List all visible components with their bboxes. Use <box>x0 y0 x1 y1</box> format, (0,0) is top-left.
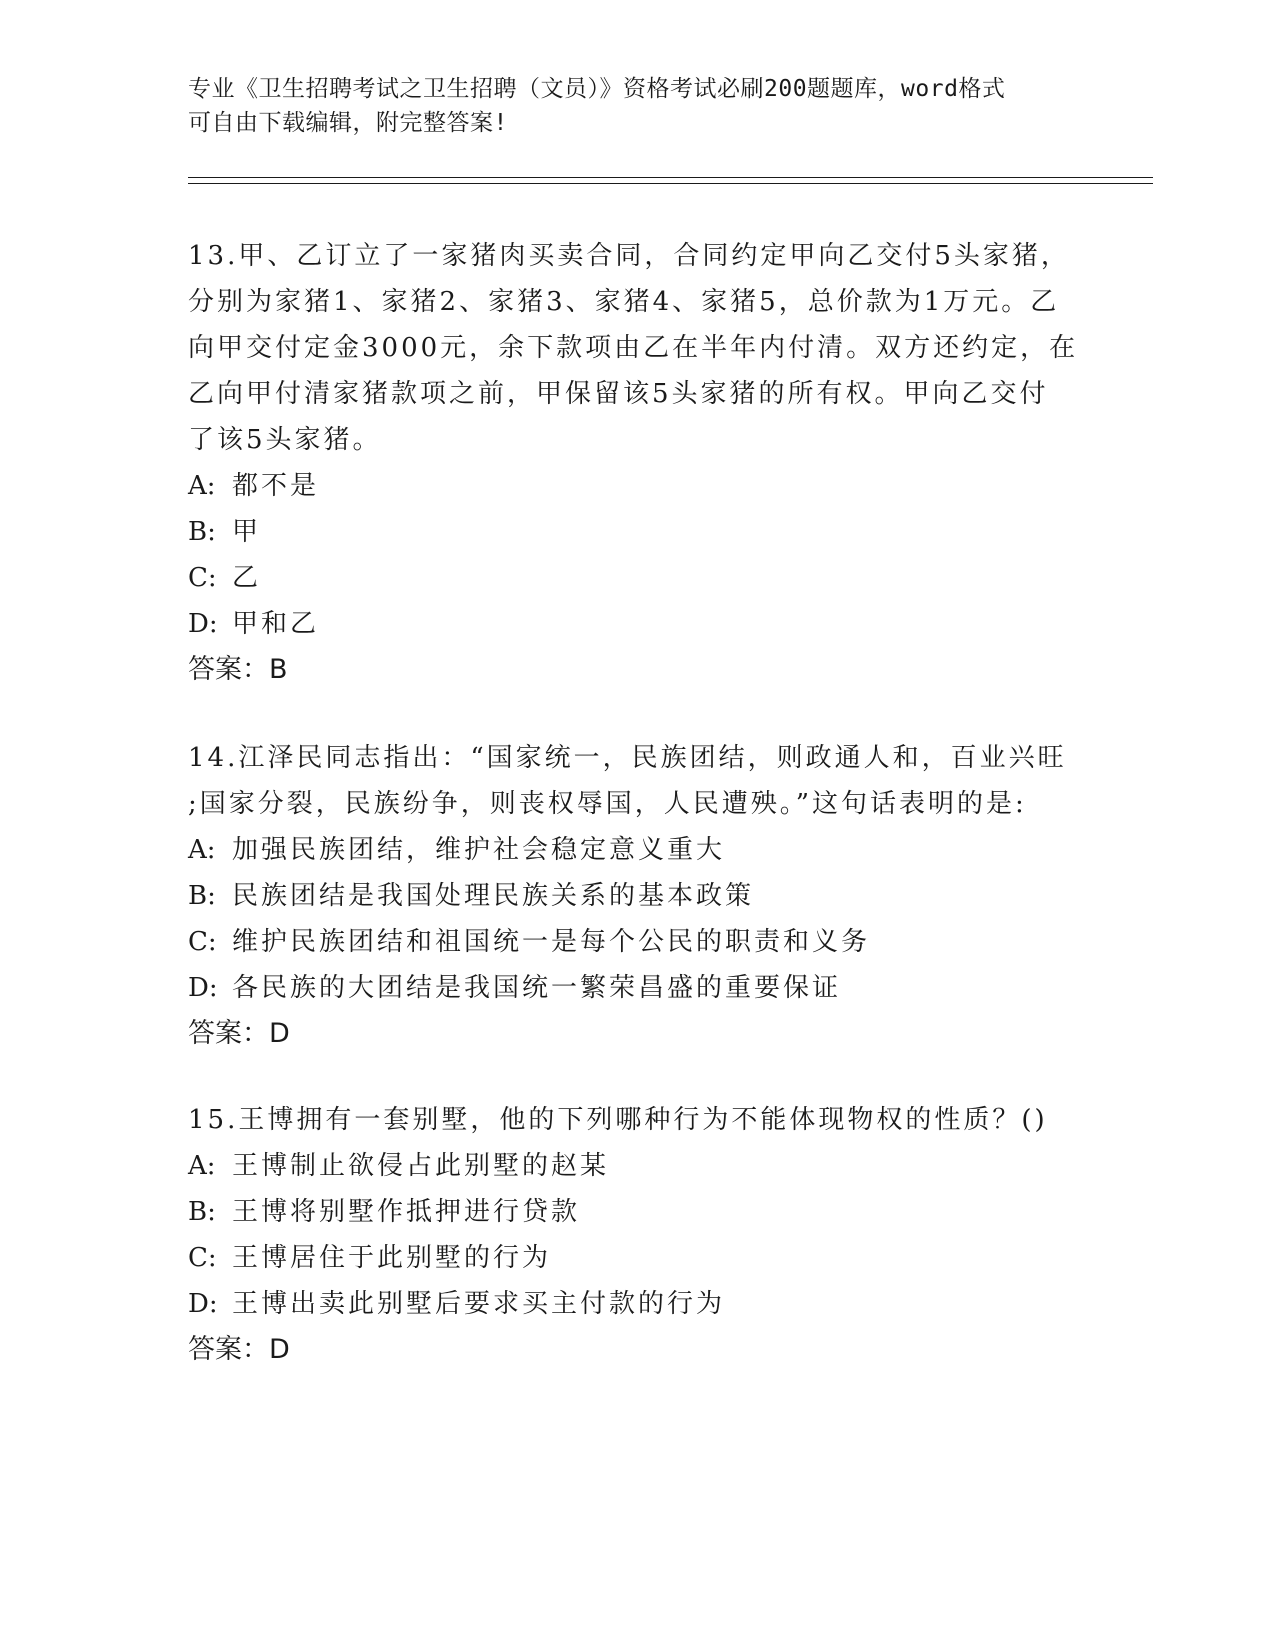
question-15 <box>188 1097 1088 1373</box>
question-15-line-1: 15.王博拥有一套别墅，他的下列哪种行为不能体现物权的性质？() <box>188 1105 1048 1135</box>
question-15-answer: 答案：D <box>188 1334 290 1365</box>
question-15-option-b: B: 王博将别墅作抵押进行贷款 <box>188 1197 581 1227</box>
question-14-option-c: C: 维护民族团结和祖国统一是每个公民的职责和义务 <box>188 927 871 957</box>
question-14-option-a: A: 加强民族团结，维护社会稳定意义重大 <box>188 835 726 865</box>
question-14-answer: 答案：D <box>188 1018 290 1049</box>
question-14-line-2: ;国家分裂，民族纷争，则丧权辱国，人民遭殃。”这句话表明的是: <box>188 789 1027 819</box>
question-15-option-d: D: 王博出卖此别墅后要求买主付款的行为 <box>188 1289 726 1319</box>
question-14-option-b: B: 民族团结是我国处理民族关系的基本政策 <box>188 881 755 911</box>
question-13-line-1: 13.甲、乙订立了一家猪肉买卖合同，合同约定甲向乙交付5头家猪， <box>188 241 1070 271</box>
question-13-answer: 答案：B <box>188 654 288 685</box>
question-13-line-5: 了该5头家猪。 <box>188 425 382 455</box>
header-line-2: 可自由下载编辑，附完整答案! <box>188 110 508 136</box>
question-13-option-b: B: 甲 <box>188 517 262 547</box>
question-13-line-3: 向甲交付定金3000元，余下款项由乙在半年内付清。双方还约定，在 <box>188 333 1079 363</box>
question-13-option-c: C: 乙 <box>188 563 262 593</box>
question-14-line-1: 14.江泽民同志指出：“国家统一，民族团结，则政通人和，百业兴旺 <box>188 743 1067 773</box>
question-13-line-4: 乙向甲付清家猪款项之前，甲保留该5头家猪的所有权。甲向乙交付 <box>188 379 1049 409</box>
header-divider-top <box>188 177 1153 178</box>
question-13-line-2: 分别为家猪1、家猪2、家猪3、家猪4、家猪5，总价款为1万元。乙 <box>188 287 1060 317</box>
question-13-option-d: D: 甲和乙 <box>188 609 320 639</box>
header-line-1: 专业《卫生招聘考试之卫生招聘（文员）》资格考试必刷200题题库，word格式 <box>188 76 1006 102</box>
question-13-option-a: A: 都不是 <box>188 471 320 501</box>
document-header <box>188 72 1088 140</box>
question-15-option-c: C: 王博居住于此别墅的行为 <box>188 1243 552 1273</box>
question-13 <box>188 233 1088 693</box>
question-15-option-a: A: 王博制止欲侵占此别墅的赵某 <box>188 1151 610 1181</box>
header-divider-bottom <box>188 183 1153 184</box>
question-14 <box>188 735 1088 1057</box>
question-14-option-d: D: 各民族的大团结是我国统一繁荣昌盛的重要保证 <box>188 973 842 1003</box>
